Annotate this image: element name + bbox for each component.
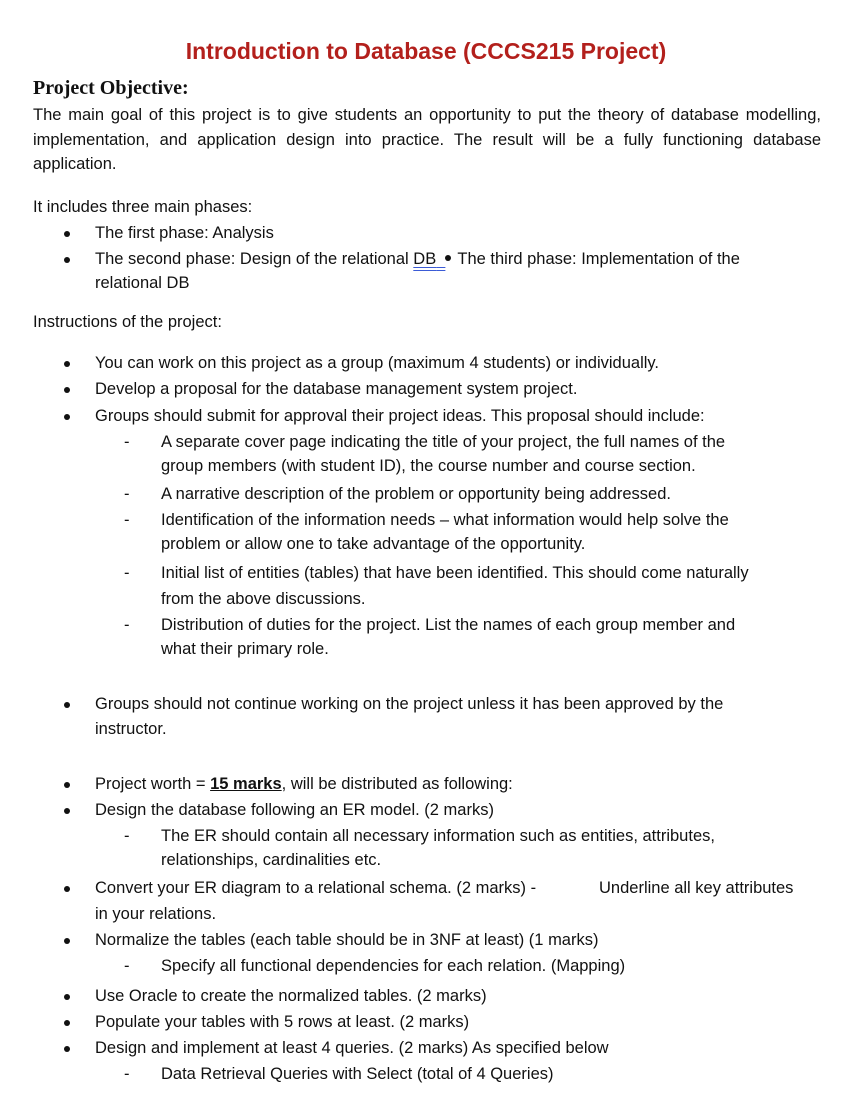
task-queries: Design and implement at least 4 queries. (2 marks) As specified below xyxy=(95,1039,609,1057)
bullet-icon xyxy=(64,702,70,708)
queries-detail: Data Retrieval Queries with Select (total of 4 Queries) xyxy=(161,1065,554,1083)
task-relational-schema: Convert your ER diagram to a relational schema. (2 marks) - xyxy=(95,879,537,897)
bullet-icon xyxy=(64,994,70,1000)
sub-item-5-line-1: Distribution of duties for the project. List the names of each group member and xyxy=(161,616,736,634)
task-normalize: Normalize the tables (each table should be in 3NF at least) (1 marks) xyxy=(95,931,599,949)
bullet-icon xyxy=(64,782,70,788)
task-underline-keys: Underline all key attributes xyxy=(599,879,794,897)
task-relational-schema-line-2: in your relations. xyxy=(95,905,217,923)
objective-paragraph: The main goal of this project is to give students an opportunity to put the theory of database modelling, implementation, and application design into practice. The result will be a fully functioning database application. xyxy=(33,106,821,173)
marks-text-a: Project worth = xyxy=(95,775,211,793)
bullet-icon xyxy=(64,387,70,393)
instruction-2: Develop a proposal for the database management system project. xyxy=(95,380,578,398)
phases-intro: It includes three main phases: xyxy=(33,198,253,216)
bullet-icon xyxy=(64,886,70,892)
marks-text-b: , will be distributed as following: xyxy=(281,775,513,793)
instruction-4-line-2: instructor. xyxy=(95,720,167,738)
objective-heading: Project Objective: xyxy=(33,77,189,99)
instruction-4-line-1: Groups should not continue working on the project unless it has been approved by the xyxy=(95,695,724,713)
bullet-icon xyxy=(64,808,70,814)
bullet-icon xyxy=(64,938,70,944)
dash-marker: - xyxy=(124,485,130,503)
dash-marker: - xyxy=(124,827,130,845)
phase-2-text-a: The second phase: Design of the relational xyxy=(95,250,414,268)
task-oracle: Use Oracle to create the normalized tables. (2 marks) xyxy=(95,987,487,1005)
dash-marker: - xyxy=(124,1065,130,1083)
dash-marker: - xyxy=(124,957,130,975)
sub-item-4-line-2: from the above discussions. xyxy=(161,590,366,608)
dash-marker: - xyxy=(124,433,130,451)
dash-marker: - xyxy=(124,511,130,529)
total-marks: 15 marks xyxy=(210,775,282,793)
bullet-icon xyxy=(445,255,451,261)
instruction-3: Groups should submit for approval their project ideas. This proposal should include: xyxy=(95,407,705,425)
instructions-heading: Instructions of the project: xyxy=(33,313,222,331)
sub-item-3-line-2: problem or allow one to take advantage of the opportunity. xyxy=(161,535,586,553)
spacer xyxy=(436,250,445,268)
sub-item-2: A narrative description of the problem or opportunity being addressed. xyxy=(161,485,671,503)
bullet-icon xyxy=(64,414,70,420)
sub-item-1-line-2: group members (with student ID), the course number and course section. xyxy=(161,457,696,475)
phase-1: The first phase: Analysis xyxy=(95,224,274,242)
marks-summary xyxy=(95,775,513,794)
sub-item-5-line-2: what their primary role. xyxy=(161,640,329,658)
task-er-model: Design the database following an ER model. (2 marks) xyxy=(95,801,494,819)
bullet-icon xyxy=(64,361,70,367)
dash-marker: - xyxy=(124,616,130,634)
phase-3-text: The third phase: Implementation of the xyxy=(457,250,740,268)
sub-item-1-line-1: A separate cover page indicating the title of your project, the full names of the xyxy=(161,433,726,451)
normalize-detail: Specify all functional dependencies for each relation. (Mapping) xyxy=(161,957,626,975)
sub-item-4-line-1: Initial list of entities (tables) that have been identified. This should come naturally xyxy=(161,564,749,582)
task-populate: Populate your tables with 5 rows at least. (2 marks) xyxy=(95,1013,470,1031)
er-detail-line-1: The ER should contain all necessary information such as entities, attributes, xyxy=(161,827,715,845)
bullet-icon xyxy=(64,231,70,237)
bullet-icon xyxy=(64,1020,70,1026)
bullet-icon xyxy=(64,1046,70,1052)
er-detail-line-2: relationships, cardinalities etc. xyxy=(161,851,382,869)
phase-2-db-spellcheck: DB xyxy=(413,250,437,268)
bullet-icon xyxy=(64,257,70,263)
sub-item-3-line-1: Identification of the information needs – what information would help solve the xyxy=(161,511,729,529)
document-title: Introduction to Database (CCCS215 Project) xyxy=(185,38,667,64)
dash-marker: - xyxy=(124,564,130,582)
phase-2-line-2: relational DB xyxy=(95,274,190,292)
phase-2-line-1 xyxy=(95,250,740,269)
instruction-1: You can work on this project as a group (maximum 4 students) or individually. xyxy=(95,354,660,372)
